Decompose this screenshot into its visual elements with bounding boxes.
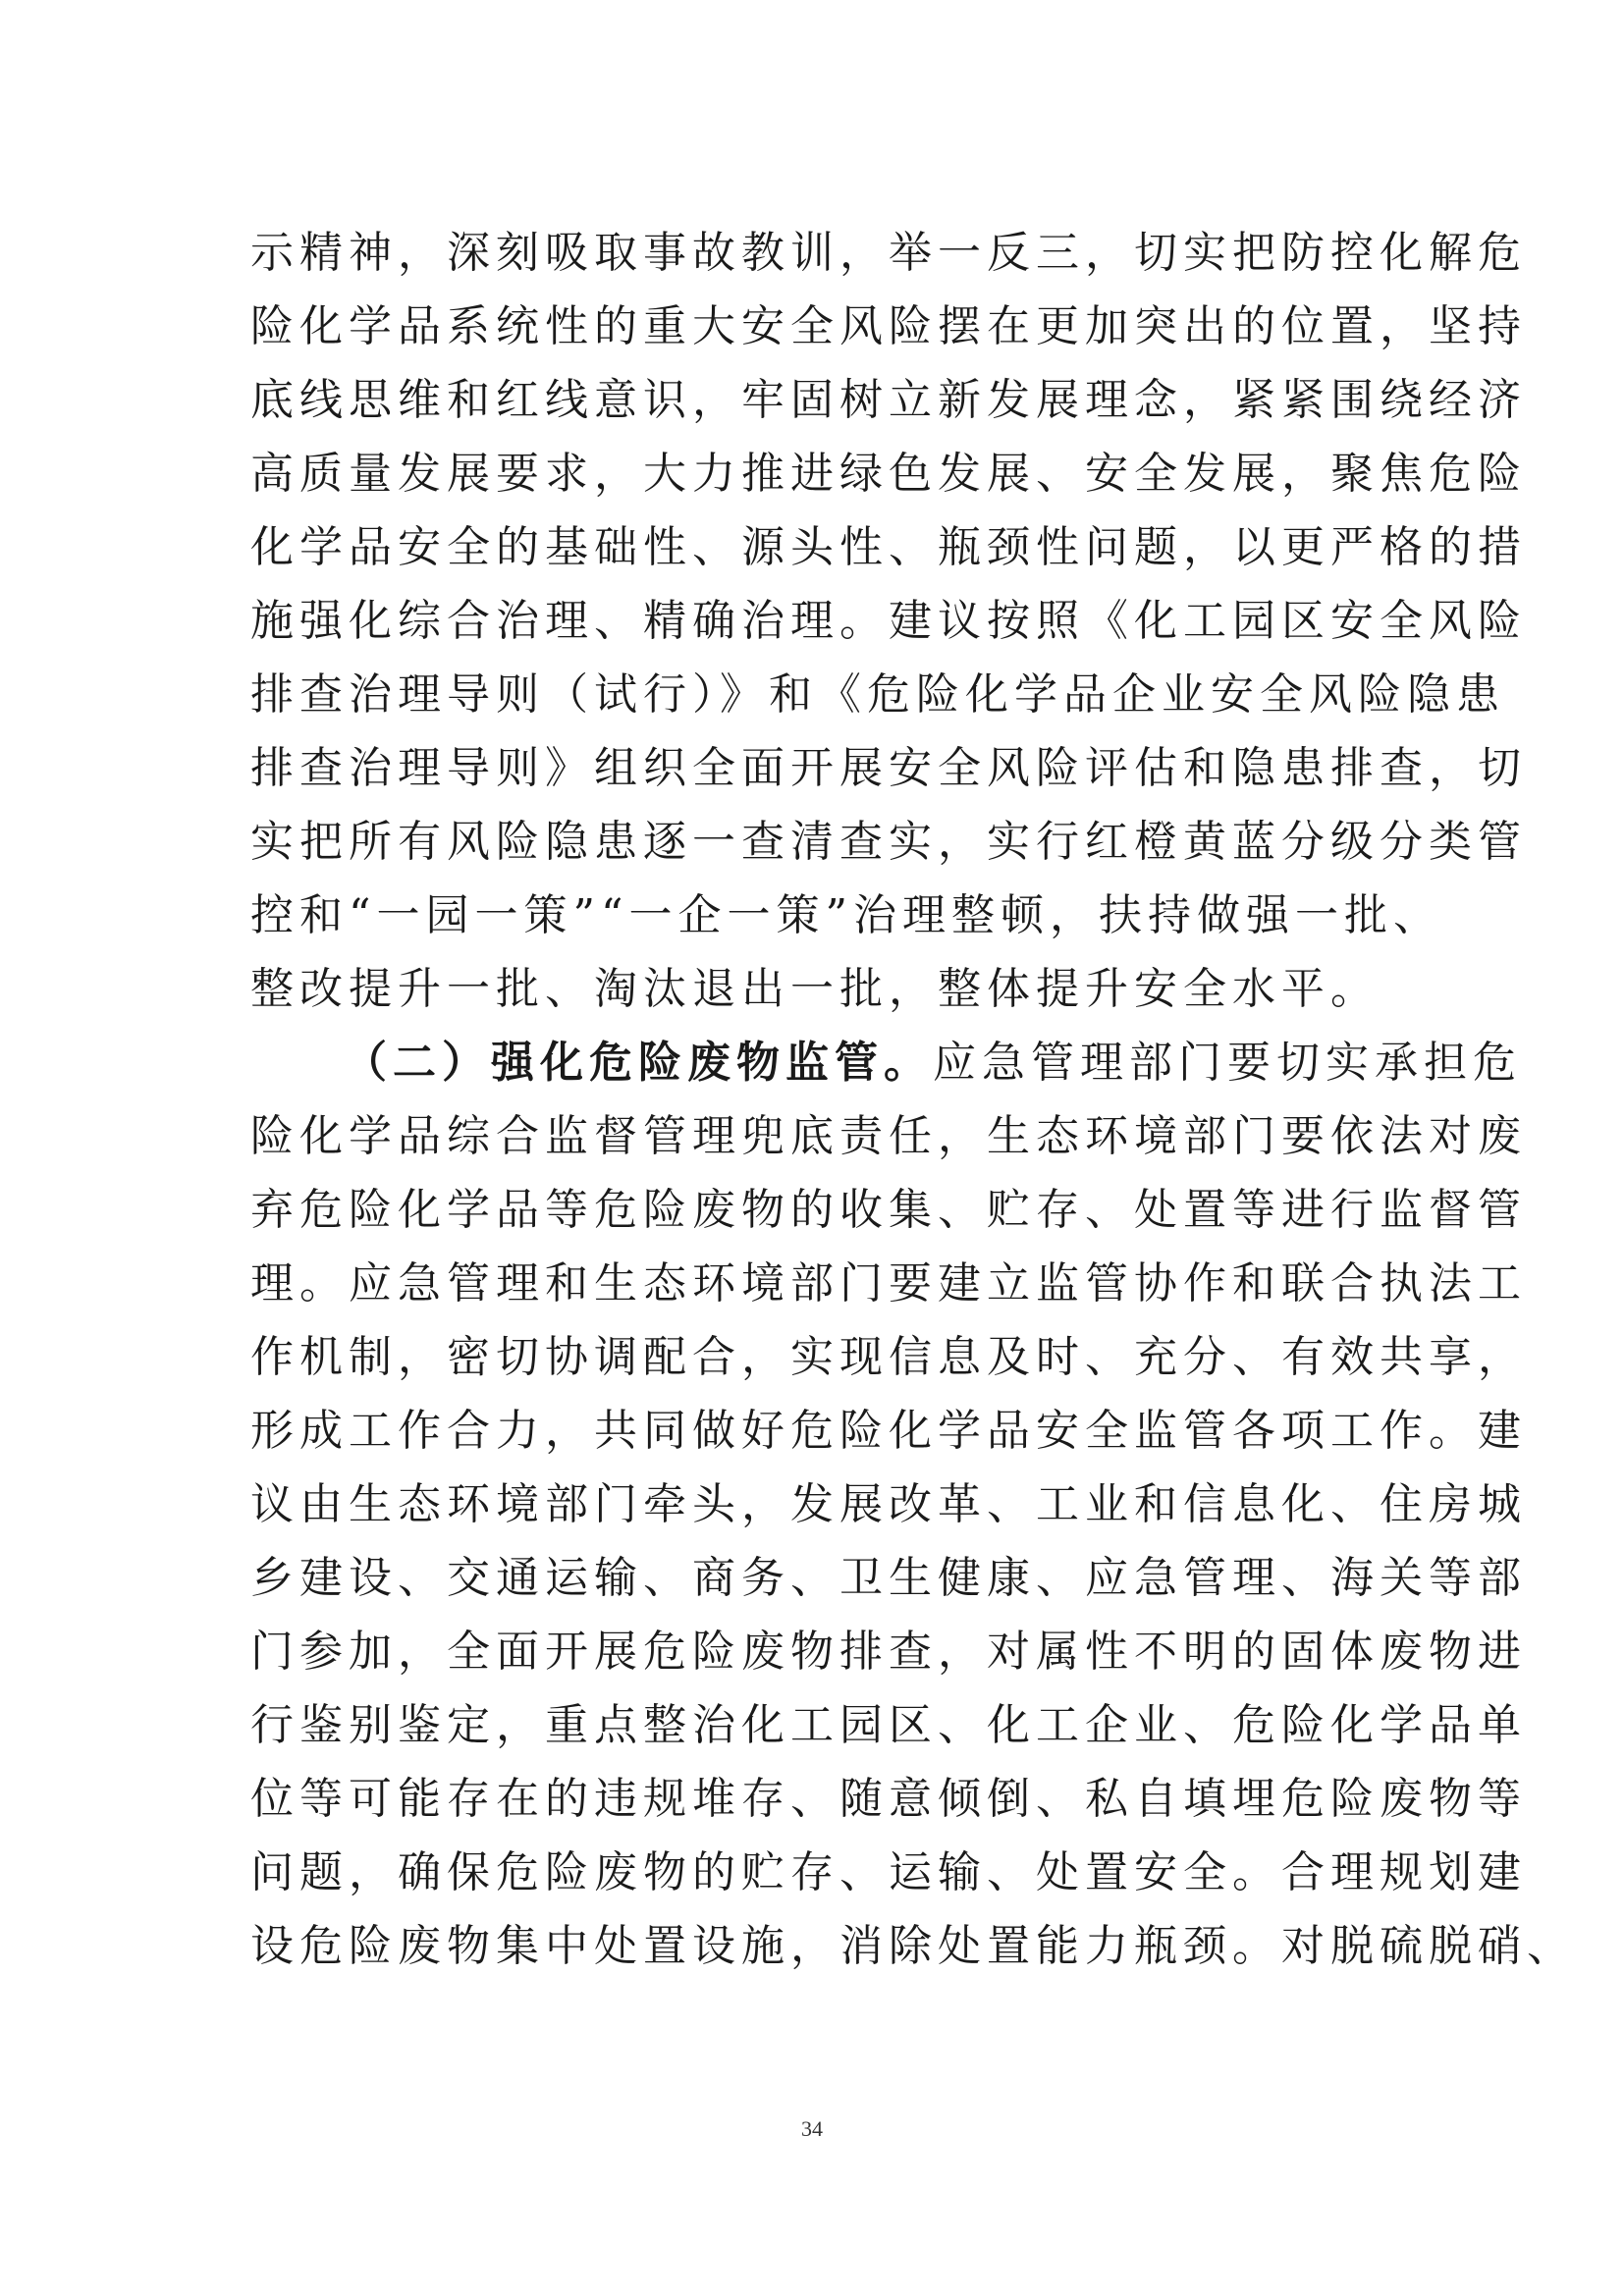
paragraph-line: 理。应急管理和生态环境部门要建立监管协作和联合执法工: [250, 1258, 1527, 1308]
paragraph-line: 乡建设、交通运输、商务、卫生健康、应急管理、海关等部: [250, 1553, 1527, 1603]
paragraph-line: 形成工作合力，共同做好危险化学品安全监管各项工作。建: [250, 1406, 1527, 1456]
paragraph-line: 化学品安全的基础性、源头性、瓶颈性问题，以更严格的措: [250, 522, 1527, 572]
paragraph-line: 门参加，全面开展危险废物排查，对属性不明的固体废物进: [250, 1627, 1527, 1677]
section-first-line: [344, 1029, 1522, 1097]
page-number: 34: [801, 2116, 823, 2141]
paragraph-line: 底线思维和红线意识，牢固树立新发展理念，紧紧围绕经济: [250, 375, 1527, 425]
paragraph-line: 施强化综合治理、精确治理。建议按照《化工园区安全风险: [250, 596, 1527, 646]
paragraph-line: 问题，确保危险废物的贮存、运输、处置安全。合理规划建: [250, 1847, 1527, 1897]
paragraph-line: 高质量发展要求，大力推进绿色发展、安全发展，聚焦危险: [250, 449, 1527, 499]
paragraph-line: 险化学品综合监督管理兜底责任，生态环境部门要依法对废: [250, 1111, 1527, 1161]
section-heading: （二）强化危险废物监管。: [344, 1038, 933, 1088]
paragraph-line: 险化学品系统性的重大安全风险摆在更加突出的位置，坚持: [250, 301, 1527, 351]
paragraph-line: 行鉴别鉴定，重点整治化工园区、化工企业、危险化学品单: [250, 1700, 1527, 1750]
paragraph-line: 排查治理导则（试行）》和《危险化学品企业安全风险隐患: [250, 669, 1505, 720]
paragraph-line: 整改提升一批、淘汰退出一批，整体提升安全水平。: [250, 964, 1380, 1014]
paragraph-line: 实把所有风险隐患逐一查清查实，实行红橙黄蓝分级分类管: [250, 817, 1527, 867]
paragraph-line: 作机制，密切协调配合，实现信息及时、充分、有效共享，: [250, 1332, 1527, 1382]
paragraph-line: 弃危险化学品等危险废物的收集、贮存、处置等进行监督管: [250, 1185, 1527, 1235]
paragraph-line: 设危险废物集中处置设施，消除处置能力瓶颈。对脱硫脱硝、: [250, 1921, 1576, 1971]
paragraph-line: 控和“一园一策”“一企一策”治理整顿，扶持做强一批、: [250, 890, 1442, 940]
section-first-line-text: 应急管理部门要切实承担危: [933, 1038, 1522, 1088]
paragraph-line: 排查治理导则》组织全面开展安全风险评估和隐患排查，切: [250, 743, 1527, 793]
paragraph-line: 位等可能存在的违规堆存、随意倾倒、私自填埋危险废物等: [250, 1774, 1527, 1824]
paragraph-line: 议由生态环境部门牵头，发展改革、工业和信息化、住房城: [250, 1479, 1527, 1529]
paragraph-line: 示精神，深刻吸取事故教训，举一反三，切实把防控化解危: [250, 228, 1527, 278]
